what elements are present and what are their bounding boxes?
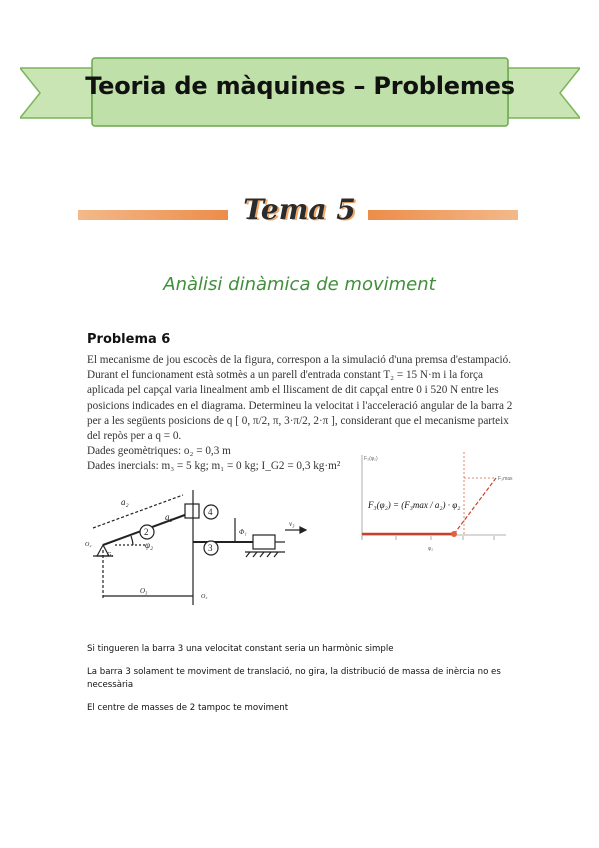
title-banner — [20, 46, 580, 146]
label-o3: O₃ — [140, 587, 148, 595]
graph-formula: F₃(φ₂) = (F₃max / a₂) · φ₂ — [368, 500, 461, 510]
statement-line: del repòs per a q = 0. — [87, 430, 182, 443]
label-v3: v₃ — [289, 520, 295, 528]
label-link-4: 4 — [208, 507, 213, 517]
statement-line: per a les següents posicions de q [ 0, π/2, π, 3·π/2, 2·π ], considerant que el mecanisme parteix — [87, 414, 509, 427]
label-g2: G₂ — [107, 552, 114, 558]
force-graph — [356, 450, 526, 560]
note-item: El centre de masses de 2 tampoc te moviment — [87, 703, 289, 713]
label-link-2: 2 — [144, 527, 149, 537]
graph-max-label: F₃max — [498, 476, 513, 482]
label-link-3: 3 — [208, 543, 213, 553]
graph-y-label: F₃(φ₂) — [364, 456, 378, 462]
statement-line: Dades inercials: m₃ = 5 kg; m₁ = 0 kg; I_G2 = 0,3 kg·m² — [87, 460, 341, 473]
statement-line: Dades geomètriques: o₂ = 0,3 m — [87, 445, 231, 458]
statement-line: Durant el funcionament està sotmès a un parell d'entrada constant T₂ = 15 N·m i la força — [87, 369, 483, 382]
tema-heading: Tema 5 — [243, 193, 356, 226]
mechanism-diagram — [85, 490, 345, 610]
banner-title: Teoria de màquines – Problemes — [85, 72, 515, 100]
label-a2: a₂ — [121, 497, 129, 507]
statement-line: aplicada pel capçal varia linealment amb el lliscament de dit capçal entre 0 i 520 N entre les — [87, 384, 499, 397]
statement-line: El mecanisme de jou escocès de la figura, correspon a la simulació d'una premsa d'estampació. — [87, 354, 512, 366]
note-item: Si tingueren la barra 3 una velocitat constant seria un harmònic simple — [87, 644, 394, 654]
label-a2-small: a₂ — [165, 512, 173, 522]
statement-line: posicions indicades en el diagrama. Determineu la velocitat i l'acceleració angular de la barra 2 — [87, 399, 513, 412]
note-item: La barra 3 solament te moviment de translació, no gira, la distribució de massa de inèrcia no es necessària — [87, 667, 501, 690]
notes-section — [87, 643, 527, 725]
graph-x-label: φ₂ — [428, 546, 434, 552]
label-o2: O₂ — [85, 542, 92, 548]
problem-heading: Problema 6 — [87, 332, 171, 347]
section-subtitle: Anàlisi dinàmica de moviment — [163, 274, 436, 295]
label-phi2: φ₂ — [145, 540, 154, 550]
label-o3-b: O₃ — [201, 594, 208, 600]
label-phi1: Φ₁ — [239, 528, 247, 536]
